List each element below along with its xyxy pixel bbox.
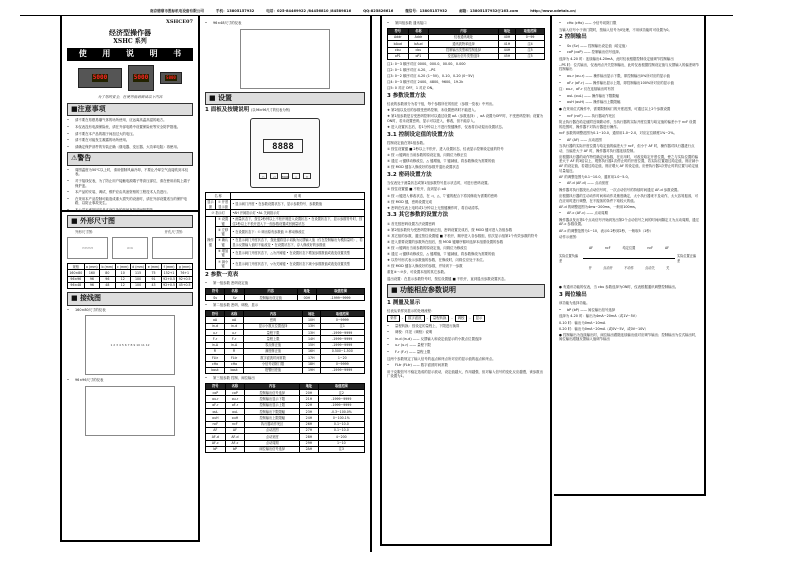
info-note: ● 控制输出为连续输出时，阀位输出跟随连续输出值对应调节输出；控制输出为位式输出时，阀位输出跟随反馈输入值调节输出 <box>559 332 699 342</box>
warning-item: • 本公司不承担因产品本身以外的任何直接或间接损失。 <box>67 208 193 213</box>
table-row: bAud bAud 通讯波特率选择 41H 注4 <box>388 41 545 47</box>
section-function-params: ■ 功能相应参数说明 <box>387 284 545 297</box>
device-96x48: 5000 <box>160 72 182 84</box>
table-row: bP bP 阀位输出信号选择 2AH 注3 <box>206 446 365 452</box>
panel-keys <box>259 173 311 179</box>
table-row: Fi Fi 满度修正值 16H 0.500~1.500 <box>206 348 365 354</box>
table-row: ncF ncF 执行器动作死区 26H 0.1~10.0 <box>206 421 365 427</box>
table-row: in-d in-d 显示小数点位置选择 13H 注1 <box>206 323 365 329</box>
warning-item: • 对于接线仪表，为了防止用户接触电源端子等高压部位，请在使用前装上端子保护盖。 <box>67 179 193 188</box>
warning-item: • 周围温度为50℃以上时，请用强制风扇冷却，不要让冷却空气直接吹到本仪表。 <box>67 168 193 177</box>
dimension-table: 规格 a (mm) b (mm) c (mm) d (mm) e (mm) f (mm) g (mm) 160×80 160 80 10 115 75 152+1 76+1 96×96 96 96 12 100 91 92+0.5 92+0.5 96×48 96 48 12 100 43 92+0.5 45+0.5 <box>69 264 191 288</box>
column-2 <box>200 16 372 552</box>
footnote: 注3: 0~2 顺序对应 4-20 (1~5V)、0-10、0-20 (0~5V) <box>387 73 474 78</box>
setpoint-heading: 3.1 控制设定值的设置方法 <box>387 131 454 138</box>
group4-label: • 第四组参数 通讯接口 <box>387 21 545 26</box>
measure-display-heading: 1 测量及显示 <box>387 299 421 306</box>
column-1 <box>60 16 200 212</box>
note-item: • 请不要在本产品的端子间加过大的电压。 <box>67 132 193 137</box>
column-1-lower <box>60 212 200 542</box>
front-panel-diagram <box>250 118 320 188</box>
device-96x96: 5000 <box>128 65 154 91</box>
doc-title: 经济型操作器 <box>109 28 151 37</box>
table-row: cbu cbu 控制输出类型和控制选择 44H 注5 <box>388 47 545 53</box>
footnote: 注1: 0~3 顺序对应 0000、000.0、00.00、0.000 <box>387 61 466 66</box>
warning-item: • 本产品的安装、调试、维护应由具备资格的工程技术人员进行。 <box>67 190 193 195</box>
section-setup: ■ 设置 <box>205 92 365 105</box>
phone: 手机：13805157932 <box>215 8 255 13</box>
table-row: ouH ouH 控制输出上限限幅 24H 0~100.1% <box>206 415 365 421</box>
left-key[interactable]: ◁ <box>270 173 278 179</box>
table-row: oA oA 密码 10H 0~9999 <box>206 317 365 323</box>
set-key[interactable]: ○ <box>259 173 267 179</box>
cutout-drawing <box>152 237 193 259</box>
down-key[interactable]: ▽ <box>303 173 311 179</box>
param-table-group4: 符号 名称 内容 地址 取值范围 Addr Addr 仪表通讯地址 40H 0~99 bAud bAud 通讯波特率选择 41H 注4 cbu cbu 控制输出类型和控制选择 44H 注5 oP1 oP1 变送输出信号类型选择 45H 注5 <box>387 28 545 61</box>
cutout-dim-label: 开孔尺寸图： <box>164 230 185 235</box>
table-row: AF-c AF-c 点动周期 29H 1~10 <box>206 440 365 446</box>
table-row: 操作键 ③ 设置键 • 测量状态下，按住2秒钟以上不松开则进入设置状态 • 在设置状态下，显示参数符号时，按住2秒以上不松开进入下一组参数设置或回测量状态 <box>206 216 365 227</box>
table-row: ⑤ 确认键 • 在显示阀门开度状态下，按此键将显示切换为反馈输入值（仅在控制输出为模拟量时），若显示反馈输入值时不能改变 • 在设置状态下，存入修改好的参数值 <box>206 237 365 248</box>
wiring-diagram-160x80: 1 2 3 4 5 6 7 8 9 10 11 12 <box>85 315 175 375</box>
table-row: 96×96 96 96 12 100 91 92+0.5 92+0.5 <box>68 276 193 282</box>
side-view-drawing: ⊏⊐ <box>112 237 147 259</box>
email: 邮箱：13805157932@163.com <box>459 8 519 13</box>
dimension-drawings <box>67 237 193 261</box>
control-output-heading: 2 控制输出 <box>559 34 587 41</box>
model-code: XSHCE07 <box>166 19 193 25</box>
wiring-96x96-label: • 96×96尺寸的仪表 <box>67 378 193 383</box>
safety-tagline: 为了您的安全，在使用前请阅读以下内容 <box>97 95 163 100</box>
section-wiring: ■ 接线图 <box>67 292 193 305</box>
section-dimensions: ■ 外形尺寸图 <box>67 215 193 228</box>
table-row: bout bout 报警回差值 19H -1999~9999 <box>206 367 365 373</box>
table-row: ② 指示灯 •AH 开阀指示灯 •AL 关阀指示灯 <box>206 210 365 216</box>
info-icon: ● <box>559 285 562 290</box>
led-display: 8888 <box>263 139 303 153</box>
table-row: in-A in-A 零点修正值 15H -1999~9999 <box>206 342 365 348</box>
section-warning: ⚠警告 <box>67 152 193 165</box>
param-table-group1: 符号 名称 内容 地址 取值范围 Sv Sv 控制输出设定值 00H -1999~9999 <box>205 288 365 302</box>
company-name: 南京德鼎市胜标机电设备有限公司 <box>150 8 204 13</box>
up-key[interactable]: △ <box>292 173 300 179</box>
note-item: • 请不要在易燃易爆气体的场所使用，应远离高温高湿的地方。 <box>67 118 193 123</box>
table-row: AF-d AF-d 点动宽度 28H 4~200 <box>206 434 365 440</box>
table-row: 160×80 160 80 10 115 75 152+1 76+1 <box>68 270 193 276</box>
group1-label: • 第一组参数 密码设定值 <box>205 281 365 286</box>
table-row: ouL ouL 控制输出下限限幅 23H -0.3~100.0% <box>206 409 365 415</box>
note-item: • 本仪表没有电源保险丝，请在外部电路中设置保险丝等安全防护措施。 <box>67 125 193 130</box>
param-table-group2: 符号 名称 内容 地址 取值范围 oA oA 密码 10H 0~9999 in-d in-d 显示小数点位置选择 13H 注1 u-r u-r 量程下限 13H -1999~9999 F-r F-r 量程上限 14H -1999~9999 in-A in-A 零点修正值 15H -1999~9999 Fi Fi 满度修正值 16H 0.500~1.500 FLtr FLtr 数字滤波时间常数 17H 1~20 cHo cHo 小信号切除门限 18H 0~9999 bout bout 报警回差值 19H -1999~9999 <box>205 310 365 374</box>
table-row: F-r F-r 量程上限 14H -1999~9999 <box>206 336 365 342</box>
series-title: XSHC 系列 <box>113 38 147 46</box>
wiring-diagram-96x48 <box>240 29 330 89</box>
info-note: ● 有通讯功能的仪表，当 cbu 参数选择为ON时，仪表根据通讯调整控制输出。 <box>559 285 679 290</box>
footnote: 注4: 0~3 顺序对应 2400、4800、9600、19.2k <box>387 79 464 84</box>
info-note: ● 在采用位式操作中，需要限制阀门的开度范围，可通过以上2个参数设置 <box>559 107 671 112</box>
column-4: • cHo (cHo) —— 小信号切除门限 当输入信号小于该门限时，按输入信号为0处理，不用该功能时可设置为0。 2 控制输出 • Sv (Sv) —— 控制输出设定值（给定值） • coP (coP) —— 控制输出信号选择。 选择为 4-20 时：连续输出4-20mA，此时仪表根据控制设定值调节控制输出 --PS 时：位式输出，仪表两点开关控制输出，此时仪表根据控制设定值与反馈输入的偏差调节控制输出 • ou-r (ou-r) —— 操作输出显示下限，即控制输出0%所对应的显示值 • oF-r (oF-r) —— 操作输出显示上限，即控制输出100%所对应的显示值 注：ou-r、oF-r 仅在连续输出时有效 • ouL (ouL) —— 操作输出下限限幅 • ouH (ouH) —— 操作输出上限限幅 ● 在采用位式操作中，需要限制阀门的开度范围，可通过以上2个参数设置 • ncF (ncF) —— 执行器动作死区 防止执行器在给定值附近频繁动作，当执行器的实际开度位置与给定值的偏差小于 ncF 设置的范围时，操作器不对执行器进行操作。 ncF 参数的调整范围为0.1~10.0，通常用1.0~2.0，对应定位精度1%~2%。 • AF (AF) —— 点动范围 当执行器的实际开度位置与给定值的偏差大于 ncF，但小于 AF 时，操作器对执行器进行点动，当偏差大于 AF 时，操作器对执行器连续控制。 应根据执行器的动作特性确定该参数，在应用时，可改变给定开度位置，使之与实际位置的偏差大于 AF 的3倍以上，观察执行器1次停止时的开度位置，若实际位置超过给定值，则应减小 AF 的设定值，若超过给定值，则应增大 AF 的设定值，应使执行器1次停止时的位置与给定值尽量接近。 AF 的调整范围为0.1~10.0，通常用1.0~5.0。 • AF-d (AF-d) —— 点动宽度 操作器对执行器发出点动信号时，一次点动信号的持续时间通过 AF-d 参数设置。 应根据执行器的生动动作时间和动作灵敏度确定，太小执行器来不及动作，太大容易振荡，可在应用时进行调整，在不振荡的条件下取较大的值。 AF-d 的调整范围为4ms~200ms，一般用100ms。 • AF-c (AF-c) —— 点动周期 操作器从发出第1个点动信号开始到发出第2个点动信号之间的时间间隔定义为点动周期，通过 AF-c 参数设置。 AF-c 的调整范围为1~10，表示0.2秒到2秒，一般取5（1秒） 动作示意图： 实际位置负偏差 实际位置正偏差 AF ncF 给定位置 ncF AF 开 点动开 不动作 点动关 关 ● 有通讯功能的仪表，当 cbu 参数选择为ON时，仪表根据通讯调整控制输出。 3 阀位输出 该功能为选择功能。 • bP (bP) —— 阀位输出信号选择 选择为 4-20 时：输出为4mA~20mA（或1V~5V） 0-10 时：输出为0mA~10mA 0-20 时：输出为0mA~20mA（或0V~5V，或0V~10V） ● 控制输出为连续输出时，阀位输出跟随连续输出值对应调节输出；控制输出为位式输出时，阀位输出跟随反馈输入值调节输出 <box>554 16 706 496</box>
group2-label: • 第二组参数 密码、调校、显示 <box>205 303 365 308</box>
param-table-group3: 符号 名称 内容 地址 取值范围 coP coP 控制输出信号选择 20H 注2 ou-r ou-r 控制输出显示下限 21H -1999~9999 oF-r oF-r 控制输出显示上限 22H -1999~9999 ouL ouL 控制输出下限限幅 23H -0.3~100.0% ouH ouH 控制输出上限限幅 24H 0~100.1% ncF ncF 执行器动作死区 26H 0.1~10.0 AF AF 点动范围 27H 0.1~10.0 AF-d AF-d 点动宽度 28H 4~200 AF-c AF-c 点动周期 29H 1~10 bP bP 阀位输出信号选择 2AH 注3 <box>205 383 365 453</box>
table-row: ⑦ 减小键 • 在显示阀门开度状态下，▽为关阀键 • 在设置状态下减小参数数值或改变设置类型 <box>206 259 365 270</box>
wiring-96x48-label: • 96×48尺寸的仪表 <box>205 21 365 26</box>
valve-output-heading: 3 阀位输出 <box>559 291 587 298</box>
device-160x80: 5000 <box>78 68 122 88</box>
outer-dim-label: 外形尺寸图： <box>75 230 96 235</box>
table-row: ou-r ou-r 控制输出显示下限 21H -1999~9999 <box>206 396 365 402</box>
note-item: • 请确定保护部件的安装正确（继电器、变压器、大功率电阻）再使用。 <box>67 145 193 150</box>
password-heading: 3.2 密码设置方法 <box>387 171 432 178</box>
info-icon: ● <box>559 332 562 337</box>
table-row: ⑥ 增加键 • 在显示阀门开度状态下，△为开阀键 • 在设置状态下增加参数数值或改变设置类型 <box>206 248 365 259</box>
group3-label: • 第三组参数 控制、阀位输出 <box>205 376 365 381</box>
note-item: • 请不要在可能发生凝露的场所使用。 <box>67 138 193 143</box>
table-row: AF AF 点动范围 27H 0.1~10.0 <box>206 427 365 433</box>
table-row: FLtr FLtr 数字滤波时间常数 17H 1~20 <box>206 355 365 361</box>
manual-banner: 使 用 说 明 书 <box>67 48 193 61</box>
product-photos <box>67 64 193 92</box>
table-row: Addr Addr 仪表通讯地址 40H 0~99 <box>388 34 545 40</box>
table-row: oF-r oF-r 控制输出显示上限 22H -1999~9999 <box>206 402 365 408</box>
table-row: cHo cHo 小信号切除门限 18H 0~9999 <box>206 361 365 367</box>
front-view-drawing: ▭▭▭▭ <box>67 237 108 259</box>
wechat: 微信号：13805157932 <box>405 8 448 13</box>
warning-item: • 在采用本产品控制可能造成重大损失的设备时，请在外部设置适当的保护电路，以防止事故发生。 <box>67 197 193 206</box>
mod-key[interactable]: MOD <box>282 175 290 180</box>
param-list-heading: 2 参数一览表 <box>205 271 239 278</box>
section-notes: ■注意事项 <box>67 103 193 116</box>
wiring-160x80-label: • 160×80尺寸的仪表 <box>67 308 193 313</box>
table-row: Sv Sv 控制输出设定值 00H -1999~9999 <box>206 295 365 301</box>
website-link[interactable]: http://www.xdetais.cn/ <box>530 8 577 13</box>
panel-keys-heading: 1 面板及按键说明 (以96×96尺寸的仪表为例) <box>205 107 290 114</box>
param-setting-heading: 3 参数设置方法 <box>387 92 426 99</box>
table-row: u-r u-r 量程下限 13H -1999~9999 <box>206 330 365 336</box>
column-3: • 第四组参数 通讯接口 符号 名称 内容 地址 取值范围 Addr Addr 仪表通讯地址 40H 0~99 bAud bAud 通讯波特率选择 41H 注4 cbu cbu 控制输出类型和控制选择 44H 注5 oP1 oP1 变送输出信号类型选择 45H 注5 注1: 0~3 顺序对应 0000、000.0、00.00、0.000 注2: 0~1 顺序对应 4-20、--PS 注3: 0~2 顺序对应 4-20 (1~5V)、0-10、0-20 (0~5V) 注4: 0~3 顺序对应 2400、4800、9600、19.2k 注5: 0 对应 OFF，1 对应 ON。 3 参数设置方法 仪表的参数被分为若干组，每个参数所在的组在《参数一览表》中列出。 ★ 第2组以及后的参数受密码控制，未设置密码时不能进入。 ★ 第1组参数是否受密码控制可以通过设置 oA（参数选择），oA 设置为OFF时，不受密码控制；设置为ON时，若未设置密码，显示可以进入，修改，但不能存入。 ★ 进入设置状态后，若1分钟以上不进行按键操作，仪表将自动退出设置状态。 3.1 控制设定值的设置方法 控制设定值在第1组参数。 ① 按住设置键 ■ 2秒以上不松开，进入设置状态，仪表显示控制设定值的符号 ② 按 ◁ 键调出当前参数的原设定值，闪烁位为修正位 ③ 通过 ◁ 键移动修改位，△ 键增值，▽ 键减值，将参数修改为需要的值 ④ 按 MOD 键存入修改好的参数并退出设置状态 3.2 密码设置方法 当仪表处于测量状态或第1组参数符号显示状态时，可进行密码设置。 ① 按住设置键 ■ 不松开，直到显示 oA ② 按 ◁ 键进入修改状态，在 ◁、△、▽ 键的配合下将其修改为需要的密码 ③ 按 MOD 键，密码设置完成 ★ 密码在仪表上电时或1分钟以上无按键操作时，将自动清零。 3.3 其它参数的设置方法 ① 首先按密码设置方法设置密码 ② 第2组参数仍为受密码控制而正组，密码设置完成后，按 MOD 键可进入各组参数 ③ 其它组的参数，通过按住设置键 ■ 不松开，顺序进入各参数组，依次显示组第1个有效参数的符号 ④ 进入需要设置的参数所在组后，按 MOD 键顺序循环选择本组需设置的参数 ⑤ 按 ◁ 键调出当前参数的原设定值，闪烁位为修改位 ⑥ 通过 ◁ 键移动修改位，△ 键增值，▽ 键减值，将参数修改为需要的值 ★ 以符号形式表示参数值的参数，在修改时，闪烁位应处于末位。 ⑦ 按 MOD 键存入修改好的参数，并转到下一参数 重复④～⑦步，可设置本组的其它参数。 退出设置：在显示参数符号时，按住设置键 ■ 不松开，直到退出参数设置状态。 ■ 功能相应参数说明 1 测量及显示 仪表从采样到显示的处理流程： 采样 - 数字滤波 - 量程转换 - 调校 - 显示 • 量程转换：按设定的量程上、下限进行换算 • 调校：详见《调校》说明 • in-d (in-d) —— 反馈输入和设定值显示的小数点位置选择 • u-r (u-r) —— 量程下限 • F-r (F-r) —— 量程上限 这两个参数规定了输入信号的起点和终点所对应的显示值的起点和终点。 • FLtr (FLtr) —— 数字滤波时间常数 用于克服信号不稳定造成的显示波动，设定值越大，作用越强，但对输入信号的变化反应越慢，该参数出厂设置为1。 <box>380 16 552 546</box>
page-header <box>150 7 783 15</box>
info-icon: ● <box>559 107 562 112</box>
action-diagram: 实际位置负偏差 实际位置正偏差 AF ncF 给定位置 ncF AF 开 点动开 不动作 点动关 关 <box>559 246 697 271</box>
footnote: 注2: 0~1 顺序对应 4-20、--PS <box>387 67 436 72</box>
other-params-heading: 3.3 其它参数的设置方法 <box>387 212 449 219</box>
wiring-diagram-96x96 <box>85 386 175 436</box>
footnote: 注5: 0 对应 OFF，1 对应 ON。 <box>387 86 436 91</box>
table-row: 96×48 96 48 12 100 43 92+0.5 45+0.5 <box>68 282 193 288</box>
key-description-table: 名 称 说 明 显示窗 ① 开度显示窗 • 显示阀门开度 • 在参数设置状态下，显示参数符号、参数数值 ② 指示灯 •AH 开阀指示灯 •AL 关阀指示灯 操作键 ③ 设置键 • 测量状态下，按住2秒钟以上不松开则进入设置状态 • 在设置状态下，显示参数符号时，按住2秒以上不松开进入下一组参数设置或回测量状态 ④ 左移键 • 在设置状态下：① 调出原有参数值 ② 移动修改位 ⑤ 确认键 • 在显示阀门开度状态下，按此键将显示切换为反馈输入值（仅在控制输出为模拟量时），若显示反馈输入值时不能改变 • 在设置状态下，存入修改好的参数值 ⑥ 增加键 • 在显示阀门开度状态下，△为开阀键 • 在设置状态下增加参数数值或改变设置类型 ⑦ 减小键 • 在显示阀门开度状态下，▽为关阀键 • 在设置状态下减小参数数值或改变设置类型 <box>207 193 363 269</box>
table-row: 显示窗 ① 开度显示窗 • 显示阀门开度 • 在参数设置状态下，显示参数符号、参数数值 <box>206 199 365 210</box>
table-row: oP1 oP1 变送输出信号类型选择 45H 注5 <box>388 53 545 59</box>
processing-flow: 采样 - 数字滤波 - 量程转换 - 调校 - 显示 <box>387 315 545 322</box>
qq: QQ:825826616 <box>363 8 394 13</box>
table-row: ④ 左移键 • 在设置状态下：① 调出原有参数值 ② 移动修改位 <box>206 227 365 238</box>
tel: 电话：025-84469922 /84456810 /84589816 <box>266 8 352 13</box>
table-row: coP coP 控制输出信号选择 20H 注2 <box>206 390 365 396</box>
